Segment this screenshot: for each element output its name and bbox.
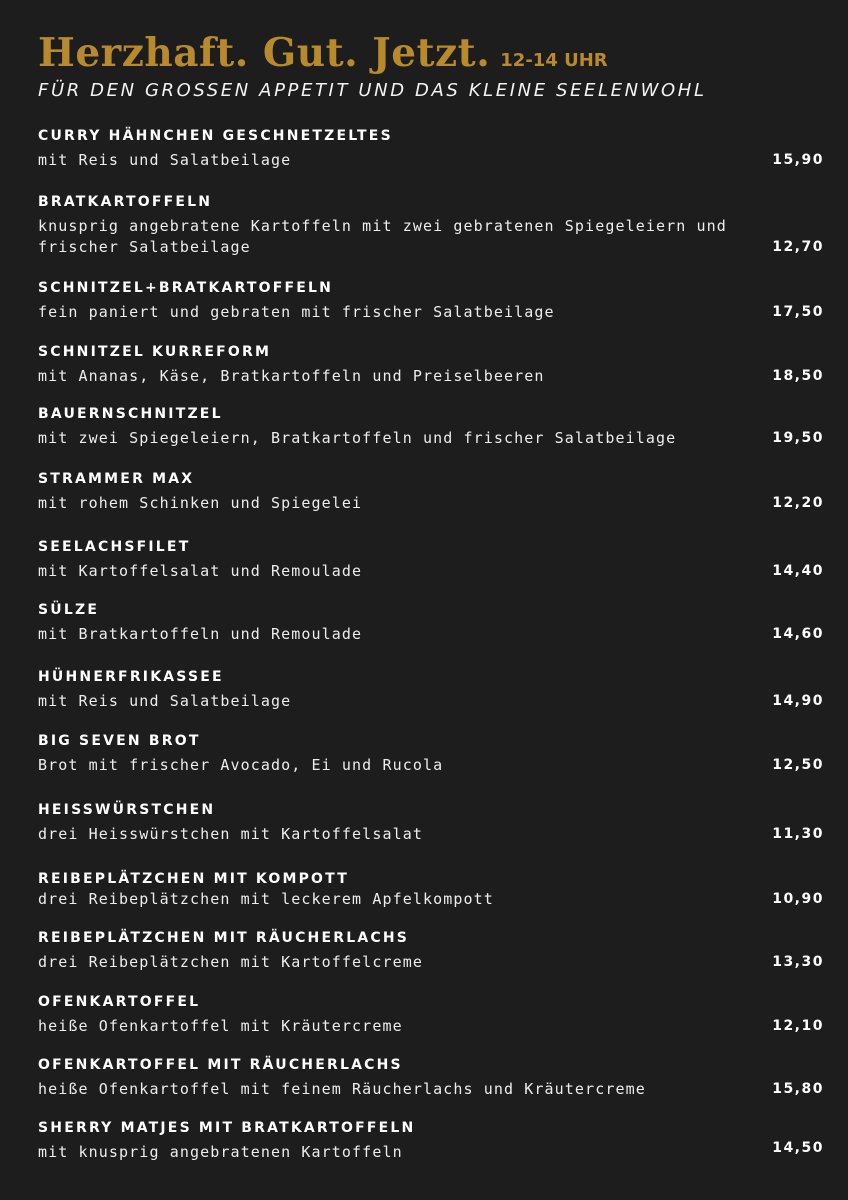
item-desc-row <box>38 493 824 514</box>
item-description: knusprig angebratene Kartoffeln mit zwei gebratenen Spiegeleiern und frischer Salatbeilage <box>38 217 727 256</box>
item-description: fein paniert und gebraten mit frischer Salatbeilage <box>38 303 555 321</box>
menu-item <box>38 194 824 258</box>
item-price: 12,20 <box>772 495 824 511</box>
item-price: 14,60 <box>772 626 824 642</box>
menu-item <box>38 344 824 387</box>
item-price: 14,90 <box>772 693 824 709</box>
item-description: mit zwei Spiegeleiern, Bratkartoffeln und frischer Salatbeilage <box>38 429 677 447</box>
item-desc-row <box>38 150 824 171</box>
item-desc-row <box>38 1142 824 1163</box>
item-price: 15,80 <box>772 1081 824 1097</box>
item-price: 19,50 <box>772 430 824 446</box>
menu-item <box>38 128 824 171</box>
menu-item <box>38 406 824 449</box>
item-desc-row <box>38 755 824 776</box>
item-price: 18,50 <box>772 368 824 384</box>
item-price: 10,90 <box>772 891 824 907</box>
item-description: mit knusprig angebratenen Kartoffeln <box>38 1143 403 1161</box>
item-desc-row <box>38 302 824 323</box>
item-desc-row <box>38 824 824 845</box>
menu-item <box>38 930 824 973</box>
menu-item <box>38 602 824 645</box>
item-price: 12,10 <box>772 1018 824 1034</box>
item-name: REIBEPLÄTZCHEN MIT KOMPOTT <box>38 871 349 887</box>
menu-item <box>38 669 824 712</box>
menu-item <box>38 280 824 323</box>
item-description: Brot mit frischer Avocado, Ei und Rucola <box>38 756 444 774</box>
item-name: BRATKARTOFFELN <box>38 194 213 210</box>
item-name: SHERRY MATJES MIT BRATKARTOFFELN <box>38 1120 416 1136</box>
item-name: OFENKARTOFFEL <box>38 994 201 1010</box>
item-desc-row <box>38 216 824 258</box>
menu-item <box>38 471 824 514</box>
item-price: 11,30 <box>772 826 824 842</box>
item-desc-row <box>38 691 824 712</box>
item-name: SEELACHSFILET <box>38 539 191 555</box>
item-price: 14,40 <box>772 563 824 579</box>
item-name: HEISSWÜRSTCHEN <box>38 802 216 818</box>
item-price: 12,70 <box>772 239 824 255</box>
item-description: drei Heisswürstchen mit Kartoffelsalat <box>38 825 423 843</box>
item-description: mit Reis und Salatbeilage <box>38 151 292 169</box>
serving-hours: 12-14 UHR <box>500 50 608 71</box>
menu-item <box>38 1120 824 1163</box>
title-line <box>38 30 828 76</box>
item-description: mit Ananas, Käse, Bratkartoffeln und Preiselbeeren <box>38 367 545 385</box>
item-desc-row <box>38 1016 824 1037</box>
item-desc-row <box>38 1079 824 1100</box>
item-description: mit rohem Schinken und Spiegelei <box>38 494 363 512</box>
page-subtitle: FÜR DEN GROSSEN APPETIT UND DAS KLEINE SEELENWOHL <box>38 80 707 101</box>
menu-item <box>38 871 824 910</box>
item-name: BAUERNSCHNITZEL <box>38 406 223 422</box>
item-description: heiße Ofenkartoffel mit feinem Räucherlachs und Kräutercreme <box>38 1080 646 1098</box>
item-description: mit Reis und Salatbeilage <box>38 692 292 710</box>
item-desc-row <box>38 366 824 387</box>
item-name: SÜLZE <box>38 602 100 618</box>
menu-item <box>38 994 824 1037</box>
item-name: BIG SEVEN BROT <box>38 733 201 749</box>
item-description: heiße Ofenkartoffel mit Kräutercreme <box>38 1017 403 1035</box>
item-desc-row <box>38 428 824 449</box>
item-desc-row <box>38 561 824 582</box>
item-name: OFENKARTOFFEL MIT RÄUCHERLACHS <box>38 1057 403 1073</box>
menu-item <box>38 1057 824 1100</box>
item-name: SCHNITZEL KURREFORM <box>38 344 272 360</box>
item-description: mit Kartoffelsalat und Remoulade <box>38 562 363 580</box>
item-description: drei Reibeplätzchen mit leckerem Apfelkompott <box>38 890 494 908</box>
item-desc-row <box>38 889 824 910</box>
item-price: 17,50 <box>772 304 824 320</box>
item-name: CURRY HÄHNCHEN GESCHNETZELTES <box>38 128 393 144</box>
item-desc-row <box>38 624 824 645</box>
menu-item <box>38 733 824 776</box>
menu-header <box>38 30 828 101</box>
item-price: 13,30 <box>772 954 824 970</box>
menu-item <box>38 802 824 845</box>
item-description: drei Reibeplätzchen mit Kartoffelcreme <box>38 953 423 971</box>
menu-item <box>38 539 824 582</box>
item-desc-row <box>38 952 824 973</box>
item-price: 12,50 <box>772 757 824 773</box>
item-price: 14,50 <box>772 1140 824 1156</box>
item-name: SCHNITZEL+BRATKARTOFFELN <box>38 280 334 296</box>
item-description: mit Bratkartoffeln und Remoulade <box>38 625 363 643</box>
item-name: HÜHNERFRIKASSEE <box>38 669 224 685</box>
item-price: 15,90 <box>772 152 824 168</box>
page-title: Herzhaft. Gut. Jetzt. <box>38 30 491 76</box>
item-name: STRAMMER MAX <box>38 471 195 487</box>
item-name: REIBEPLÄTZCHEN MIT RÄUCHERLACHS <box>38 930 410 946</box>
